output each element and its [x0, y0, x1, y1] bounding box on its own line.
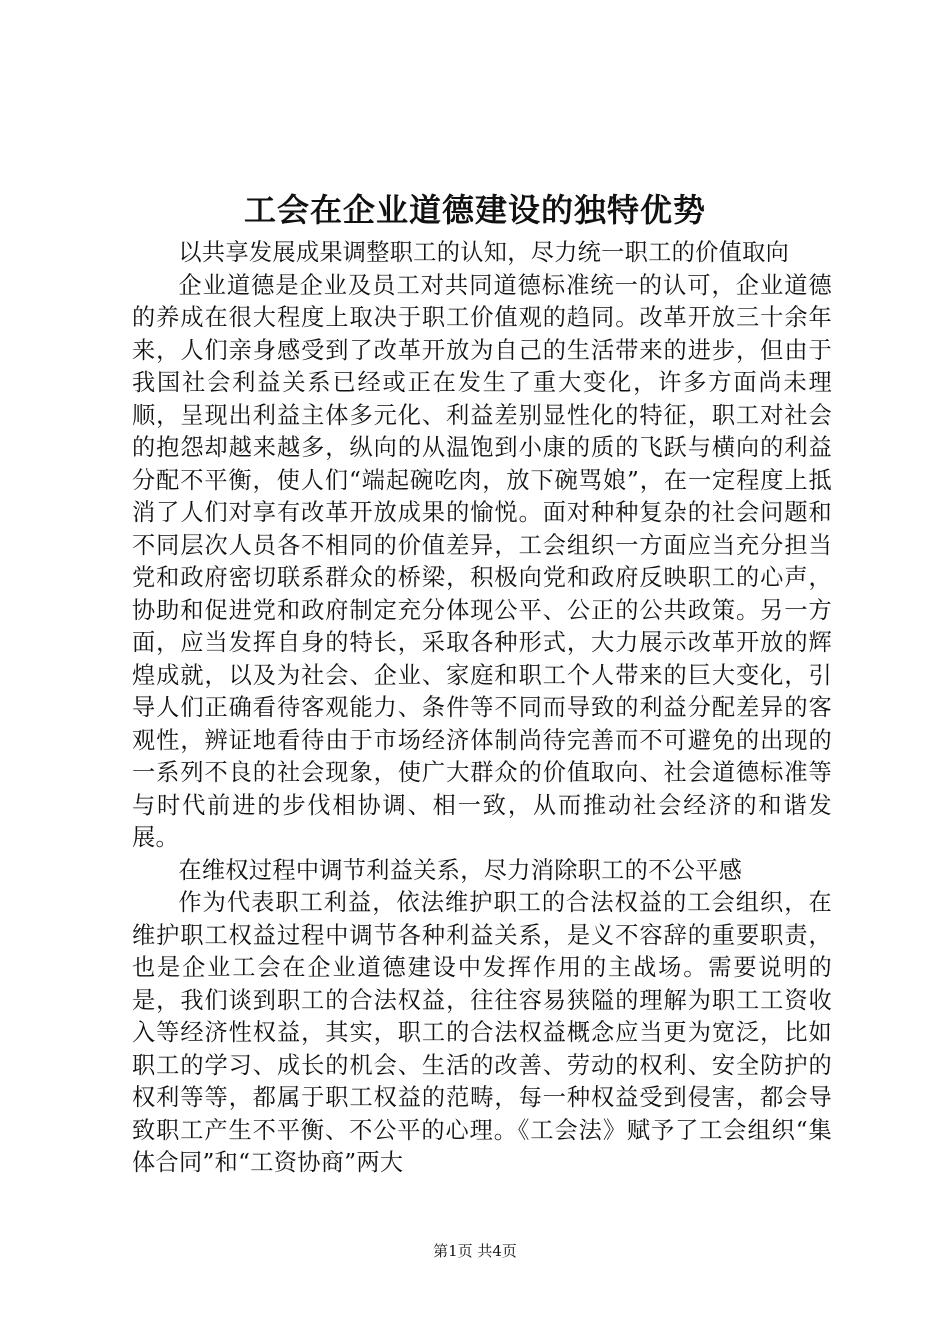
- body-paragraph-2: 作为代表职工利益，依法维护职工的合法权益的工会组织，在维护职工权益过程中调节各种利益关系，是义不容辞的重要职责，也是企业工会在企业道德建设中发挥作用的主战场。需要说明的是，我们谈到职工的合法权益，往往容易狭隘的理解为职工工资收入等经济性权益，其实，职工的合法权益概念应当更为宽泛，比如职工的学习、成长的机会、生活的改善、劳动的权利、安全防护的权利等等，都属于职工权益的范畴，每一种权益受到侵害，都会导致职工产生不平衡、不公平的心理。《工会法》赋予了工会组织“集体合同”和“工资协商”两大: [132, 889, 832, 1176]
- document-title: 工会在企业道德建设的独特优势: [243, 191, 706, 229]
- section-heading-2: 在维权过程中调节利益关系，尽力消除职工的不公平感: [178, 856, 743, 884]
- body-paragraph-1: 企业道德是企业及员工对共同道德标准统一的认可，企业道德的养成在很大程度上取决于职工价值观的趋同。改革开放三十余年来，人们亲身感受到了改革开放为自己的生活带来的进步，但由于我国社会利益关系已经或正在发生了重大变化，许多方面尚未理顺，呈现出利益主体多元化、利益差别显性化的特征，职工对社会的抱怨却越来越多，纵向的从温饱到小康的质的飞跃与横向的利益分配不平衡，使人们“端起碗吃肉，放下碗骂娘”，在一定程度上抵消了人们对享有改革开放成果的愉悦。面对种种复杂的社会问题和不同层次人员各不相同的价值差异，工会组织一方面应当充分担当党和政府密切联系群众的桥梁，积极向党和政府反映职工的心声，协助和促进党和政府制定充分体现公平、公正的公共政策。另一方面，应当发挥自身的特长，采取各种形式，大力展示改革开放的辉煌成就，以及为社会、企业、家庭和职工个人带来的巨大变化，引导人们正确看待客观能力、条件等不同而导致的利益分配差异的客观性，辨证地看待由于市场经济体制尚待完善而不可避免的出现的一系列不良的社会现象，使广大群众的价值取向、社会道德标准等与时代前进的步伐相协调、相一致，从而推动社会经济的和谐发展。: [132, 271, 832, 851]
- page-footer: 第1页 共4页: [433, 1242, 517, 1260]
- document-body: [132, 237, 832, 1180]
- section-heading-1: 以共享发展成果调整职工的认知，尽力统一职工的价值取向: [178, 239, 790, 266]
